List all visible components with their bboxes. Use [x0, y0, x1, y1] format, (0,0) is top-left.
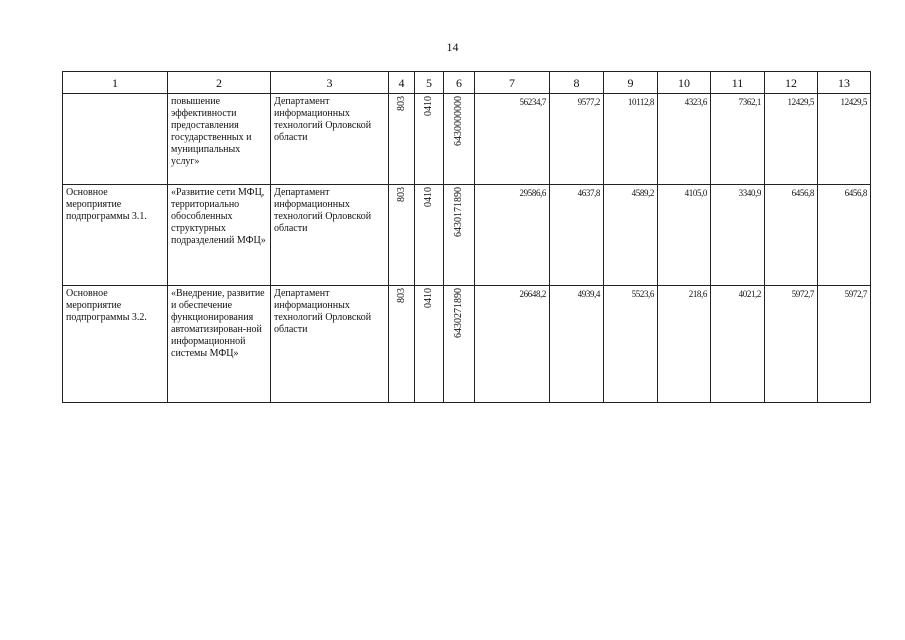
- amount-cell: 4105,0: [658, 185, 711, 286]
- program-name-cell: «Развитие сети МФЦ, территориально обособленных структурных подразделений МФЦ»: [168, 185, 271, 286]
- executor-cell: Департамент информационных технологий Орловской области: [271, 185, 389, 286]
- target-article-cell: [444, 286, 475, 403]
- executor-cell: Департамент информационных технологий Орловской области: [271, 94, 389, 185]
- table-row: [63, 94, 871, 185]
- column-header: 11: [711, 72, 765, 94]
- grbs-code: 803: [395, 288, 407, 303]
- column-header: 9: [604, 72, 658, 94]
- page-number: 14: [446, 40, 459, 54]
- column-header: 6: [444, 72, 475, 94]
- section-code: 0410: [423, 96, 434, 116]
- amount-cell: 29586,6: [475, 185, 550, 286]
- grbs-code: 803: [395, 96, 407, 111]
- amount-cell: 4637,8: [550, 185, 604, 286]
- column-header: 5: [415, 72, 444, 94]
- target-article-cell: [444, 185, 475, 286]
- column-header: 7: [475, 72, 550, 94]
- program-name-cell: «Внедрение, развитие и обеспечение функционирования автоматизирован-ной информационной системы МФЦ»: [168, 286, 271, 403]
- amount-cell: 4021,2: [711, 286, 765, 403]
- target-article: 6430000000: [453, 96, 464, 146]
- table-row: [63, 185, 871, 286]
- column-header: 10: [658, 72, 711, 94]
- amount-cell: 4589,2: [604, 185, 658, 286]
- amount-cell: 26648,2: [475, 286, 550, 403]
- target-article: 6430271890: [453, 288, 464, 338]
- amount-cell: 4323,6: [658, 94, 711, 185]
- amount-cell: 12429,5: [818, 94, 871, 185]
- section-code: 0410: [423, 187, 434, 207]
- column-header: 1: [63, 72, 168, 94]
- column-header: 13: [818, 72, 871, 94]
- section-code-cell: [415, 286, 444, 403]
- amount-cell: 9577,2: [550, 94, 604, 185]
- grbs-code-cell: [389, 94, 415, 185]
- grbs-code-cell: [389, 286, 415, 403]
- column-header: 12: [765, 72, 818, 94]
- amount-cell: 6456,8: [818, 185, 871, 286]
- program-name-cell: повышение эффективности предоставления государственных и муниципальных услуг»: [168, 94, 271, 185]
- amount-cell: 12429,5: [765, 94, 818, 185]
- grbs-code: 803: [395, 187, 407, 202]
- event-name-cell: Основное мероприятие подпрограммы 3.2.: [63, 286, 168, 403]
- section-code: 0410: [423, 288, 434, 308]
- executor-cell: Департамент информационных технологий Орловской области: [271, 286, 389, 403]
- amount-cell: 4939,4: [550, 286, 604, 403]
- amount-cell: 5523,6: [604, 286, 658, 403]
- column-header: 3: [271, 72, 389, 94]
- amount-cell: 56234,7: [475, 94, 550, 185]
- budget-table: [62, 71, 871, 403]
- event-name-cell: Основное мероприятие подпрограммы 3.1.: [63, 185, 168, 286]
- header-row: [63, 72, 871, 94]
- amount-cell: 7362,1: [711, 94, 765, 185]
- amount-cell: 3340,9: [711, 185, 765, 286]
- amount-cell: 10112,8: [604, 94, 658, 185]
- event-name-cell: [63, 94, 168, 185]
- section-code-cell: [415, 185, 444, 286]
- column-header: 2: [168, 72, 271, 94]
- table-row: [63, 286, 871, 403]
- amount-cell: 5972,7: [818, 286, 871, 403]
- amount-cell: 218,6: [658, 286, 711, 403]
- amount-cell: 6456,8: [765, 185, 818, 286]
- column-header: 8: [550, 72, 604, 94]
- grbs-code-cell: [389, 185, 415, 286]
- target-article: 6430171890: [453, 187, 464, 237]
- amount-cell: 5972,7: [765, 286, 818, 403]
- section-code-cell: [415, 94, 444, 185]
- target-article-cell: [444, 94, 475, 185]
- column-header: 4: [389, 72, 415, 94]
